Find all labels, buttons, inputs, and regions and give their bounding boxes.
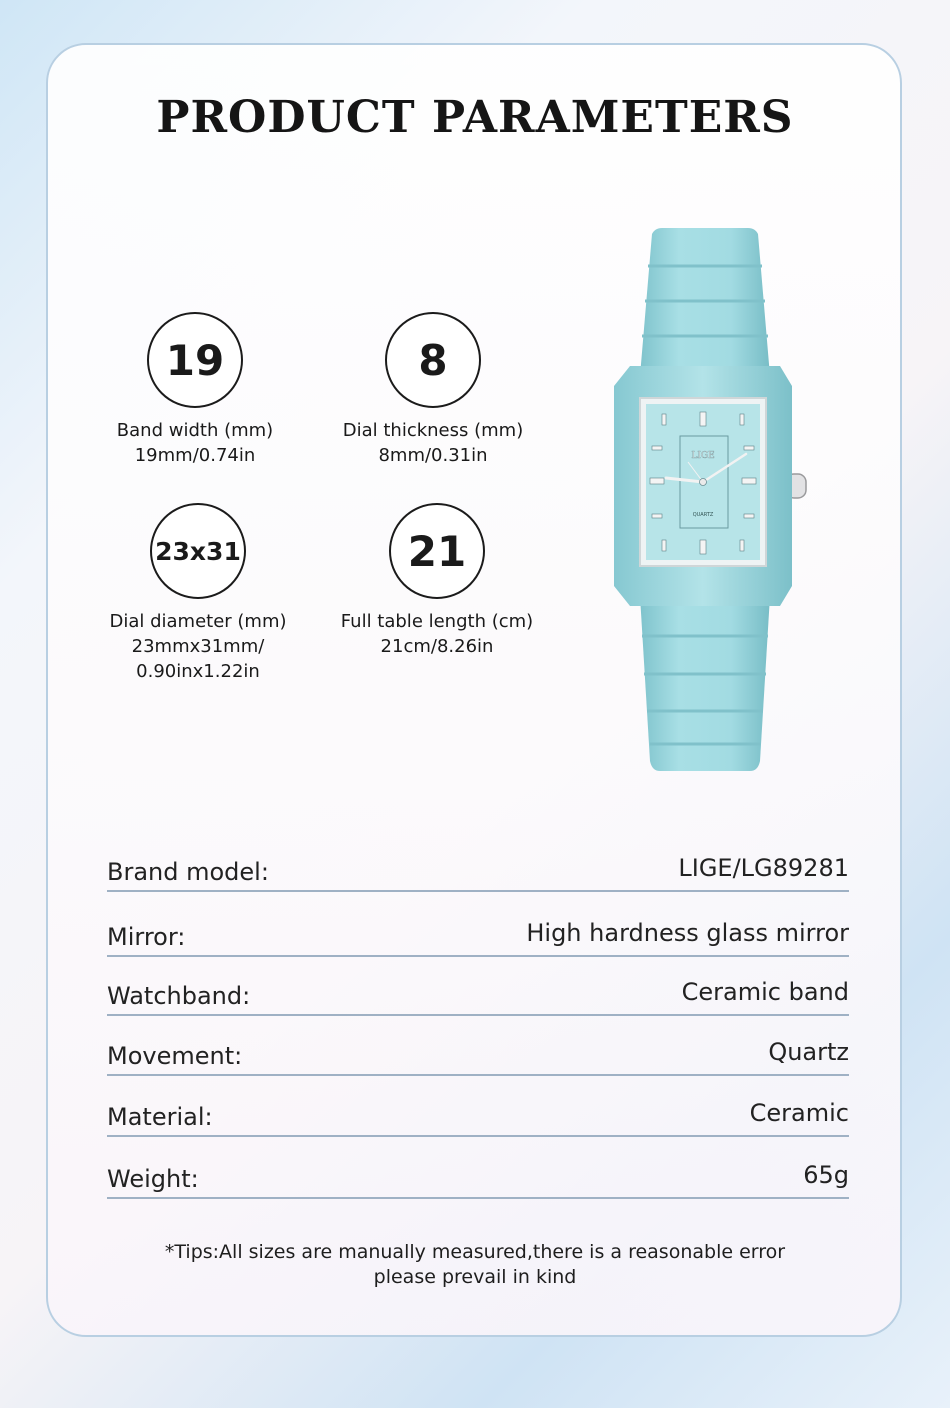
tips-note: *Tips:All sizes are manually measured,there is a reasonable error please prevail in kind <box>164 1241 786 1288</box>
spec-label: Material: <box>107 1103 213 1131</box>
watch-image <box>600 226 810 774</box>
param-value: 19mm/0.74in <box>134 445 256 466</box>
param-dial-thickness <box>313 312 553 468</box>
param-circle: 8 <box>385 312 481 408</box>
spec-row-watchband <box>107 970 849 1016</box>
spec-label: Brand model: <box>107 858 269 886</box>
param-band-width <box>75 312 315 468</box>
spec-row-weight <box>107 1153 849 1199</box>
spec-label: Weight: <box>107 1165 199 1193</box>
dial-brand-text: LIGE <box>691 451 715 461</box>
param-label: Dial diameter (mm) <box>109 611 287 632</box>
spec-value: Quartz <box>768 1038 849 1066</box>
spec-label: Mirror: <box>107 923 186 951</box>
spec-row-mirror <box>107 911 849 957</box>
spec-label: Watchband: <box>107 982 251 1010</box>
spec-value: Ceramic <box>749 1099 849 1127</box>
param-label: Band width (mm) <box>116 420 274 441</box>
spec-value: Ceramic band <box>681 978 849 1006</box>
spec-row-movement <box>107 1030 849 1076</box>
spec-value: 65g <box>803 1161 849 1189</box>
param-value: 23mmx31mm/ 0.90inx1.22in <box>131 636 265 682</box>
param-label: Dial thickness (mm) <box>342 420 524 441</box>
param-full-length <box>317 503 557 659</box>
dial-quartz-text: QUARTZ <box>692 512 714 518</box>
param-value: 8mm/0.31in <box>378 445 488 466</box>
param-value: 21cm/8.26in <box>380 636 494 657</box>
param-circle: 21 <box>389 503 485 599</box>
hands-pin <box>700 479 707 486</box>
spec-value: LIGE/LG89281 <box>678 854 849 882</box>
param-circle: 19 <box>147 312 243 408</box>
param-label: Full table length (cm) <box>340 611 534 632</box>
param-dial-diameter <box>78 503 318 684</box>
spec-label: Movement: <box>107 1042 243 1070</box>
page-title: PRODUCT PARAMETERS <box>156 92 794 143</box>
spec-value: High hardness glass mirror <box>526 919 849 947</box>
param-circle: 23x31 <box>150 503 246 599</box>
spec-row-material <box>107 1091 849 1137</box>
spec-row-brand-model <box>107 846 849 892</box>
